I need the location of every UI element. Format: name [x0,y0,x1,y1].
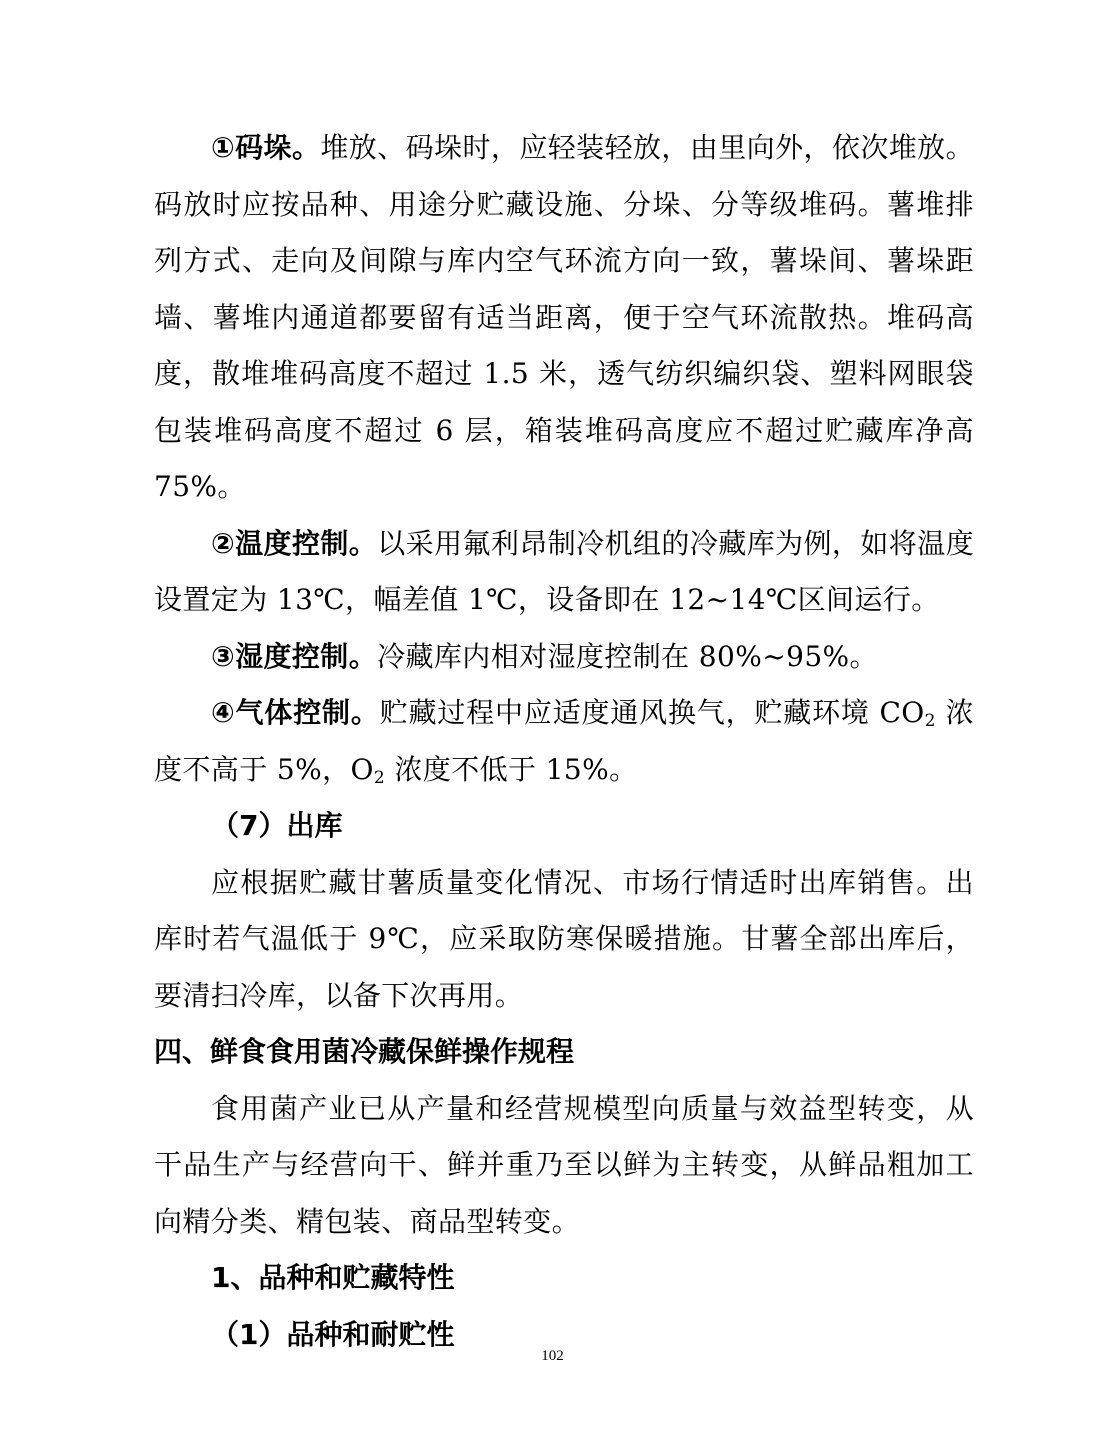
text-gas-1: 贮藏过程中应适度通风换气，贮藏环境 CO [379,696,925,729]
lead-gas: ④气体控制。 [211,696,380,729]
heading-varieties-storage: 1、品种和贮藏特性 [211,1261,455,1294]
paragraph-temperature [154,516,974,629]
paragraph-outbound: 应根据贮藏甘薯质量变化情况、市场行情适时出库销售。出库时若气温低于 9℃，应采取防寒保暖措施。甘薯全部出库后，要清扫冷库，以备下次再用。 [154,865,974,1012]
text-gas-3: 浓度不低于 15%。 [385,752,638,786]
heading-outbound: （7）出库 [211,809,343,842]
heading-section-4: 四、鲜食食用菌冷藏保鲜操作规程 [154,1035,575,1068]
text-gas-2: 浓度不高于 5%，O [154,696,975,786]
lead-stacking: ①码垛。 [211,131,321,164]
text-stacking: 堆放、码垛时，应轻装轻放，由里向外，依次堆放。码放时应按品种、用途分贮藏设施、分垛、分等级堆码。薯堆排列方式、走向及间隙与库内空气环流方向一致，薯垛间、薯垛距墙、薯堆内通道都要留有适当距离，便于空气环流散热。堆码高度，散堆堆码高度不超过 1.5 米，透气纺织编织袋、塑料网眼袋包装堆码高度不超过 6 层，箱装堆码高度应不超过贮藏库净高 75%。 [154,131,975,503]
page-body [154,120,974,1363]
paragraph-stacking [154,120,974,516]
lead-humidity: ③湿度控制。 [211,639,378,673]
paragraph-gas [154,685,974,798]
lead-temperature: ②温度控制。 [211,526,378,560]
text-humidity: 冷藏库内相对湿度控制在 80%~95%。 [377,639,878,673]
page-number: 102 [541,1348,564,1364]
paragraph-humidity [154,629,974,686]
text-temperature: 以采用氟利昂制冷机组的冷藏库为例，如将温度设置定为 13℃，幅差值 1℃，设备即在 12~14℃区间运行。 [154,526,975,616]
subscript-o2: 2 [373,767,386,788]
subscript-co2: 2 [924,711,936,731]
heading-varieties-durability: （1）品种和耐贮性 [211,1317,455,1351]
paragraph-section-4-intro: 食用菌产业已从产量和经营规模型向质量与效益型转变，从干品生产与经营向干、鲜并重乃至以鲜为主转变，从鲜品粗加工向精分类、精包装、商品型转变。 [154,1091,974,1238]
